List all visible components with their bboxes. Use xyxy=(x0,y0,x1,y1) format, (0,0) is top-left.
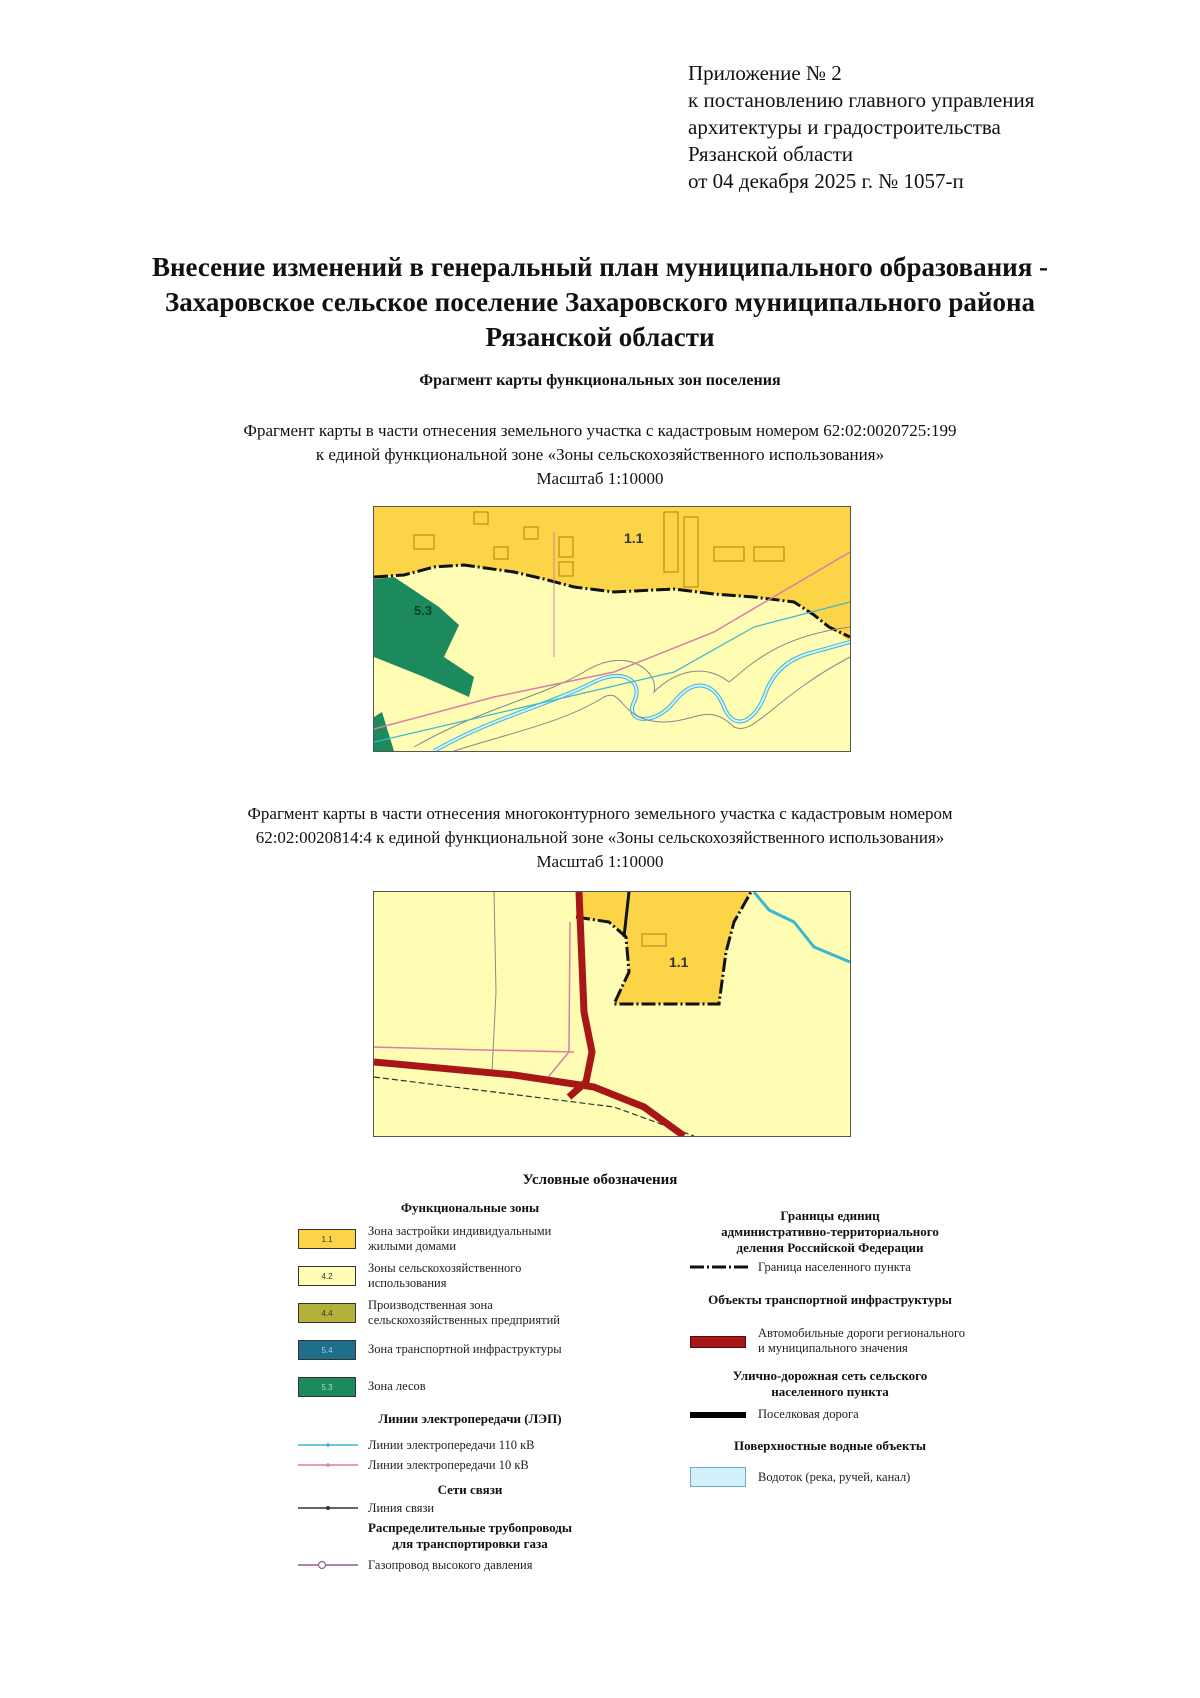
legend-power-110-line xyxy=(298,1440,358,1450)
legend-heading-line: населенного пункта xyxy=(771,1384,889,1399)
legend-item-agricultural xyxy=(368,1261,521,1291)
map-fragment-1 xyxy=(373,506,851,752)
swatch-transport-zone: 5.4 xyxy=(298,1340,356,1360)
agricultural-zone xyxy=(374,892,850,1136)
legend-item-power-10: Линии электропередачи 10 кВ xyxy=(368,1458,529,1472)
title-line: Рязанской области xyxy=(485,322,715,352)
annex-line: к постановлению главного управления xyxy=(688,88,1035,112)
legend-heading-line: Распределительные трубопроводы xyxy=(367,1520,573,1535)
legend-item-regional-road xyxy=(758,1326,965,1356)
annex-line: Приложение № 2 xyxy=(688,61,842,85)
legend-heading-water: Поверхностные водные объекты xyxy=(734,1438,926,1453)
swatch-residential: 1.1 xyxy=(298,1229,356,1249)
legend-label: Зона застройки индивидуальными xyxy=(368,1224,552,1238)
legend-label: Автомобильные дороги регионального xyxy=(758,1326,966,1340)
legend-heading-line: административно-территориального xyxy=(721,1224,939,1239)
document-title xyxy=(100,250,1100,355)
legend-communication-line xyxy=(298,1503,358,1513)
legend-item-power-110: Линии электропередачи 110 кВ xyxy=(368,1438,535,1452)
title-line: Захаровское сельское поселение Захаровского муниципального района xyxy=(164,287,1036,317)
fragment2-caption xyxy=(100,802,1100,874)
zone-label-residential: 1.1 xyxy=(669,954,689,970)
zone-label-forest: 5.3 xyxy=(414,603,433,618)
annex-line: Рязанской области xyxy=(688,142,854,166)
legend-heading-communications: Сети связи xyxy=(437,1482,503,1497)
legend-power-10-line xyxy=(298,1460,358,1470)
legend-regional-road-swatch xyxy=(690,1336,746,1348)
legend-title: Условные обозначения xyxy=(522,1172,678,1188)
zone-label-residential: 1.1 xyxy=(624,530,644,546)
legend-item-forest: Зона лесов xyxy=(368,1379,426,1393)
legend-heading-functional-zones: Функциональные зоны xyxy=(400,1200,540,1215)
legend-label: Зоны сельскохозяйственного xyxy=(368,1261,522,1275)
legend-label: жилыми домами xyxy=(368,1239,457,1253)
caption-line: Фрагмент карты в части отнесения многоконтурного земельного участка с кадастровым номером xyxy=(247,804,953,823)
legend-water-swatch xyxy=(690,1467,746,1487)
map-fragment-2 xyxy=(373,891,851,1137)
legend-label: Производственная зона xyxy=(368,1298,493,1312)
map-subtitle: Фрагмент карты функциональных зон поселения xyxy=(419,372,781,389)
legend-gas-line xyxy=(298,1560,358,1570)
legend-item-village-road: Поселковая дорога xyxy=(758,1407,859,1421)
legend-item-transport-zone: Зона транспортной инфраструктуры xyxy=(368,1342,562,1356)
legend-heading-line: Границы единиц xyxy=(780,1208,880,1223)
scale-label: Масштаб 1:10000 xyxy=(536,469,664,488)
caption-line: к единой функциональной зоне «Зоны сельскохозяйственного использования» xyxy=(315,445,885,464)
legend-heading-line: для транспортировки газа xyxy=(392,1536,548,1551)
legend-item-boundary: Граница населенного пункта xyxy=(758,1260,911,1274)
fragment1-caption xyxy=(100,419,1100,491)
caption-line: Фрагмент карты в части отнесения земельного участка с кадастровым номером 62:02:0020725:199 xyxy=(243,421,957,440)
title-line: Внесение изменений в генеральный план муниципального образования - xyxy=(151,252,1049,282)
legend-label: сельскохозяйственных предприятий xyxy=(368,1313,560,1327)
scale-label: Масштаб 1:10000 xyxy=(536,852,664,871)
annex-line: архитектуры и градостроительства xyxy=(688,115,1001,139)
swatch-agri-production: 4.4 xyxy=(298,1303,356,1323)
legend-item-residential xyxy=(368,1224,551,1254)
legend-heading-transport: Объекты транспортной инфраструктуры xyxy=(708,1292,952,1307)
caption-line: 62:02:0020814:4 к единой функциональной зоне «Зоны сельскохозяйственного использования» xyxy=(255,828,945,847)
legend-item-communication: Линия связи xyxy=(368,1501,435,1515)
legend-heading-line: деления Российской Федерации xyxy=(736,1240,924,1255)
legend-heading-line: Улично-дорожная сеть сельского xyxy=(732,1368,928,1383)
legend-item-agri-production xyxy=(368,1298,560,1328)
swatch-agricultural: 4.2 xyxy=(298,1266,356,1286)
legend-heading-street xyxy=(700,1368,960,1400)
annex-block xyxy=(688,60,1168,195)
legend-heading-gas xyxy=(330,1520,610,1552)
map-fragment-1-canvas xyxy=(374,507,850,751)
legend-boundary-line xyxy=(690,1262,750,1272)
legend-item-gas: Газопровод высокого давления xyxy=(368,1558,533,1572)
legend-item-water: Водоток (река, ручей, канал) xyxy=(758,1470,911,1484)
legend-label: использования xyxy=(368,1276,447,1290)
annex-line: от 04 декабря 2025 г. № 1057-п xyxy=(688,169,964,193)
legend-label: и муниципального значения xyxy=(758,1341,908,1355)
legend-heading-power-lines: Линии электропередачи (ЛЭП) xyxy=(378,1411,562,1426)
swatch-forest: 5.3 xyxy=(298,1377,356,1397)
map-fragment-2-canvas xyxy=(374,892,850,1136)
legend-village-road-swatch xyxy=(690,1412,746,1418)
legend-heading-boundaries xyxy=(700,1208,960,1256)
